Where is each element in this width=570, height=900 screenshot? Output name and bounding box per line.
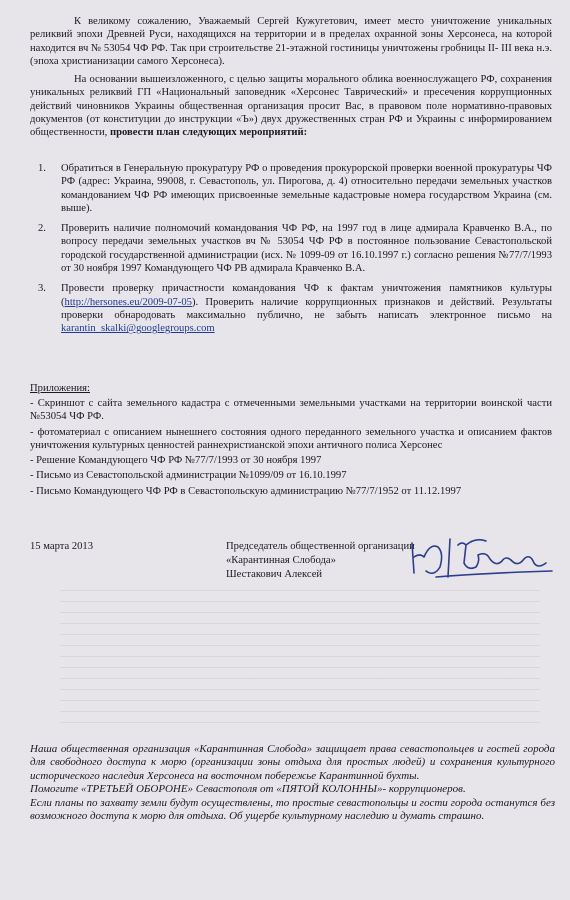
attachment-item: - Скриншот с сайта земельного кадастра с отмеченными земельными участками на территории воинской части №53054 ЧФ РФ. [30,398,552,423]
attachment-item: - фотоматериал с описанием нынешнего состояния одного переданного земельного участка и описанием фактов уничтожения культурных ценностей раннехристианской эпохи античного полиса Херсонес [30,426,552,451]
faded-background-text [60,590,540,730]
footer-appeal [30,743,555,823]
intro-paragraph: К великому сожалению, Уважаемый Сергей Кужугетович, имеет место уничтожение уникальных реликвий эпохи Древней Руси, находящихся на территории и в пределах охранной зоны Херсонеса, на которой находится вч № 53054 ЧФ РФ. Так при строительстве 21-этажной гостиницы уничтожены гробницы II- III века н.э. (эпоха христианизации самого Херсонеса). [30,16,552,67]
action-item [36,222,552,275]
action-number: 1. [38,163,46,174]
signer-block [226,540,416,582]
handwritten-signature [406,533,558,581]
document-date: 15 марта 2013 [30,541,94,552]
basis-paragraph [30,73,552,139]
footer-paragraph: Наша общественная организация «Карантинная Слобода» защищает права севастопольцев и гостей города для свободного доступа к морю (организации зоны отдыха для простых людей) и сохранения культурного исторического наследия Херсонеса на восточном побережье Карантинной бухты. [30,743,555,782]
action-number: 3. [38,283,46,295]
action-list [36,162,552,343]
attachment-item: - Решение Командующего ЧФ РФ №77/7/1993 от 30 ноября 1997 [30,455,322,467]
attachment-item: - Письмо из Севастопольской администрации №1099/09 от 16.10.1997 [30,470,347,482]
signer-position: Председатель общественной организации [226,541,415,552]
signer-name: Шестакович Алексей [226,569,323,580]
action-item [36,282,552,335]
action-number: 2. [38,223,46,235]
action-text-part-a: Провести проверку причастности командования ЧФ к фактам уничтожения памятников культуры ( [61,283,552,308]
basis-emphasis: провести план следующих мероприятий: [110,127,308,139]
action-text: Проверить наличие полномочий командования ЧФ РФ, на 1997 год в лице адмирала Кравченко В.А., по вопросу передачи земельных участков вч № 53054 ЧФ РФ в постоянное пользование Севастопольской городской государственной администрации (исх. № 1099-09 от 16.10.1997 г.) согласно решения №77/7/1993 от 30 ноября 1997 Командующего ЧФ РВ адмирала Кравченко В.А. [61,223,552,275]
action-text-part-b: ). Проверить наличие коррупционных признаков и действий. Результаты проверки обнародовать максимально публично, не забыть написать электронное письмо на [61,296,552,321]
attachment-item: - Письмо Командующего ЧФ РФ в Севастопольскую администрацию №77/7/1952 от 11.12.1997 [30,485,462,497]
attachments-title: Приложения: [30,383,90,394]
footer-paragraph: Помогите «ТРЕТЬЕЙ ОБОРОНЕ» Севастополя от «ПЯТОЙ КОЛОННЫ»- коррупционеров. [30,783,466,796]
signer-organization: «Карантинная Слобода» [226,555,336,566]
email-link[interactable]: karantin_skalki@googlegroups.com [61,323,215,335]
action-text: Обратиться в Генеральную прокуратуру РФ о проведения прокурорской проверки военной прокуратуры ЧФ РФ (адрес: Украина, 99008, г. Севастополь, ул. Пирогова, д. 4) относительно передачи земельных участков командованием ЧФ РФ имеющих присвоенные земельные кадастровые номера государством Украина (см. выше). [61,163,552,214]
basis-text: На основании вышеизложенного, с целью защиты морального облика военнослужащего РФ, сохранения уникальных реликвий ГП «Национальный заповедник «Херсонес Таврический» и пресечения коррупционных действий чиновников Украины общественная организация просит Вас, в правовом поле нормативно-правовых документов (от конституции до инструкции «Ъ») двух дружественных стран РФ и Украины с информированием общественности, [30,74,552,139]
hersones-link[interactable]: http://hersones.eu/2009-07-05 [64,296,192,308]
footer-paragraph: Если планы по захвату земли будут осуществлены, то простые севастопольцы и гости города останутся без возможного доступа к морю для отдыха. Об ущербе культурному наследию и думать страшно. [30,796,555,823]
action-item [36,162,552,215]
attachments-list [30,397,552,500]
